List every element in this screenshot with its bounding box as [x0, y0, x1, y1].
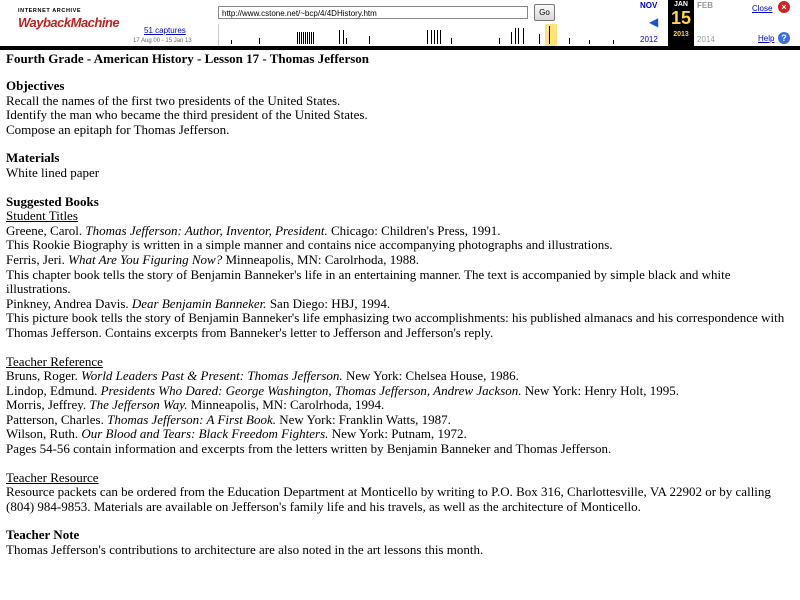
capture-tick[interactable]: [343, 30, 344, 44]
objective-item: Recall the names of the first two presidents of the United States.: [6, 92, 341, 108]
book-citation: [6, 253, 794, 268]
capture-tick[interactable]: [539, 34, 540, 44]
capture-tick[interactable]: [518, 28, 519, 44]
book-author: Bruns, Roger.: [6, 368, 82, 384]
capture-tick[interactable]: [434, 30, 435, 44]
books-section: [6, 195, 794, 515]
book-description: This Rookie Biography is written in a simple manner and contains nice accompanying photographs and illustrations.: [6, 237, 613, 253]
book-publisher: New York: Franklin Watts, 1987.: [275, 411, 451, 427]
objective-item: Identify the man who became the third president of the United States.: [6, 107, 368, 123]
logo-main-text: WaybackMachine: [18, 15, 120, 30]
capture-tick[interactable]: [305, 32, 306, 44]
book-author: Lindop, Edmund.: [6, 382, 101, 398]
book-author: Pinkney, Andrea Davis.: [6, 295, 132, 311]
wayback-toolbar: [0, 0, 800, 50]
book-title: Dear Benjamin Banneker.: [131, 295, 267, 311]
capture-tick[interactable]: [589, 40, 590, 44]
capture-tick[interactable]: [431, 30, 432, 44]
capture-tick[interactable]: [523, 28, 524, 44]
book-description: Pages 54-56 contain information and excerpts from the letters written by Benjamin Banneker and Thomas Jefferson.: [6, 441, 612, 457]
book-publisher: Minneapolis, MN: Carolrhoda, 1988.: [222, 251, 420, 267]
help-icon[interactable]: ?: [778, 32, 790, 44]
book-title: Thomas Jefferson: Author, Inventor, President.: [85, 222, 328, 238]
book-citation: [6, 369, 794, 384]
capture-tick[interactable]: [307, 32, 308, 44]
teacher-note-section: [6, 528, 794, 557]
capture-tick[interactable]: [231, 40, 232, 44]
url-input[interactable]: http://www.cstone.net/~bcp/4/4DHistory.htm: [218, 6, 528, 19]
capture-tick[interactable]: [297, 32, 298, 44]
logo-top-text: INTERNET ARCHIVE: [18, 8, 82, 14]
capture-tick[interactable]: [311, 32, 312, 44]
book-publisher: San Diego: HBJ, 1994.: [266, 295, 391, 311]
capture-tick[interactable]: [259, 38, 260, 44]
teacher-resource-text: Resource packets can be ordered from the Education Department at Monticello by writing to P.O. Box 316, Charlottesville, VA 22902 or by calling (804) 984-9853. Materials are available on Jefferson's family life and his travels, as well as the architecture of Monticello.: [6, 484, 771, 514]
student-titles-label: Student Titles: [6, 208, 78, 224]
book-publisher: Minneapolis, MN: Carolrhoda, 1994.: [187, 397, 385, 413]
capture-tick[interactable]: [309, 32, 310, 44]
book-description: This chapter book tells the story of Benjamin Banneker's life in an entertaining manner. The text is accompanied by simple black and white illustrations.: [6, 266, 731, 297]
capture-timeline[interactable]: [218, 24, 631, 46]
materials-section: [6, 151, 794, 180]
capture-tick[interactable]: [346, 38, 347, 44]
teacher-resource-label: Teacher Resource: [6, 469, 99, 485]
close-link[interactable]: Close: [752, 4, 773, 13]
capture-tick[interactable]: [451, 38, 452, 44]
book-title: The Jefferson Way.: [89, 397, 188, 413]
book-author: Patterson, Charles.: [6, 411, 108, 427]
capture-tick[interactable]: [369, 36, 370, 44]
current-day: 15: [670, 8, 692, 28]
go-button[interactable]: Go: [534, 4, 555, 21]
help-link[interactable]: Help: [758, 34, 775, 43]
book-author: Greene, Carol.: [6, 222, 86, 238]
book-description: This picture book tells the story of Benjamin Banneker's life emphasizing two accomplishments: his published almanacs and his correspondence with Thomas Jefferson. Contains excerpts from Banneker's letter to Jefferson and Jefferson's reply.: [6, 310, 785, 340]
book-title: Our Blood and Tears: Black Freedom Fighters.: [81, 426, 329, 442]
prev-capture-arrow-icon[interactable]: ◀: [649, 15, 659, 29]
book-citation: [6, 413, 794, 428]
timeline-selected-year[interactable]: [545, 24, 557, 46]
books-heading: Suggested Books: [6, 193, 99, 209]
objective-item: Compose an epitaph for Thomas Jefferson.: [6, 121, 230, 137]
book-title: What Are You Figuring Now?: [68, 251, 223, 267]
page-title: Fourth Grade - American History - Lesson 17 - Thomas Jefferson: [6, 51, 370, 66]
capture-tick[interactable]: [427, 30, 428, 44]
capture-tick[interactable]: [569, 38, 570, 44]
book-author: Wilson, Ruth.: [6, 426, 82, 442]
book-citation: [6, 427, 794, 442]
book-publisher: New York: Putnam, 1972.: [328, 426, 467, 442]
prev-year-link[interactable]: 2012: [640, 35, 658, 44]
close-icon[interactable]: ×: [778, 1, 790, 13]
capture-tick[interactable]: [303, 32, 304, 44]
capture-tick[interactable]: [437, 30, 438, 44]
current-capture-date: [668, 0, 694, 46]
book-title: Thomas Jefferson: A First Book.: [107, 411, 276, 427]
materials-text: White lined paper: [6, 164, 100, 180]
captures-link[interactable]: 51 captures: [144, 26, 186, 35]
book-title: Presidents Who Dared: George Washington, Thomas Jefferson, Andrew Jackson.: [100, 382, 522, 398]
book-title: World Leaders Past & Present: Thomas Jefferson.: [81, 368, 343, 384]
book-citation: [6, 384, 794, 399]
book-publisher: Chicago: Children's Press, 1991.: [327, 222, 501, 238]
capture-tick[interactable]: [339, 30, 340, 44]
lesson-content: [6, 51, 794, 572]
book-author: Ferris, Jeri.: [6, 251, 69, 267]
teacher-note-heading: Teacher Note: [6, 527, 80, 543]
capture-tick[interactable]: [515, 28, 516, 44]
book-publisher: New York: Henry Holt, 1995.: [521, 382, 679, 398]
teacher-note-text: Thomas Jefferson's contributions to architecture are also noted in the art lessons this month.: [6, 542, 484, 558]
prev-month-link[interactable]: NOV: [640, 1, 658, 10]
capture-tick[interactable]: [299, 32, 300, 44]
book-citation: [6, 297, 794, 312]
book-citation: [6, 398, 794, 413]
current-year: 2013: [673, 31, 689, 38]
capture-tick[interactable]: [511, 32, 512, 44]
calendar-navigator: [635, 0, 745, 46]
wayback-logo[interactable]: [18, 8, 120, 44]
capture-tick[interactable]: [313, 32, 314, 44]
book-publisher: New York: Chelsea House, 1986.: [342, 368, 519, 384]
materials-heading: Materials: [6, 150, 60, 166]
capture-tick[interactable]: [301, 32, 302, 44]
book-author: Morris, Jeffrey.: [6, 397, 90, 413]
capture-date-range: 17 Aug 00 - 15 Jan 13: [133, 38, 192, 44]
capture-tick[interactable]: [440, 30, 441, 44]
objectives-section: [6, 79, 794, 137]
capture-tick[interactable]: [499, 38, 500, 44]
objectives-heading: Objectives: [6, 78, 65, 93]
next-year-label: 2014: [697, 35, 715, 44]
teacher-reference-label: Teacher Reference: [6, 353, 103, 369]
next-month-label: FEB: [697, 1, 713, 10]
current-month: JAN: [673, 1, 688, 8]
book-citation: [6, 224, 794, 239]
capture-tick[interactable]: [613, 40, 614, 44]
capture-tick[interactable]: [549, 26, 550, 44]
